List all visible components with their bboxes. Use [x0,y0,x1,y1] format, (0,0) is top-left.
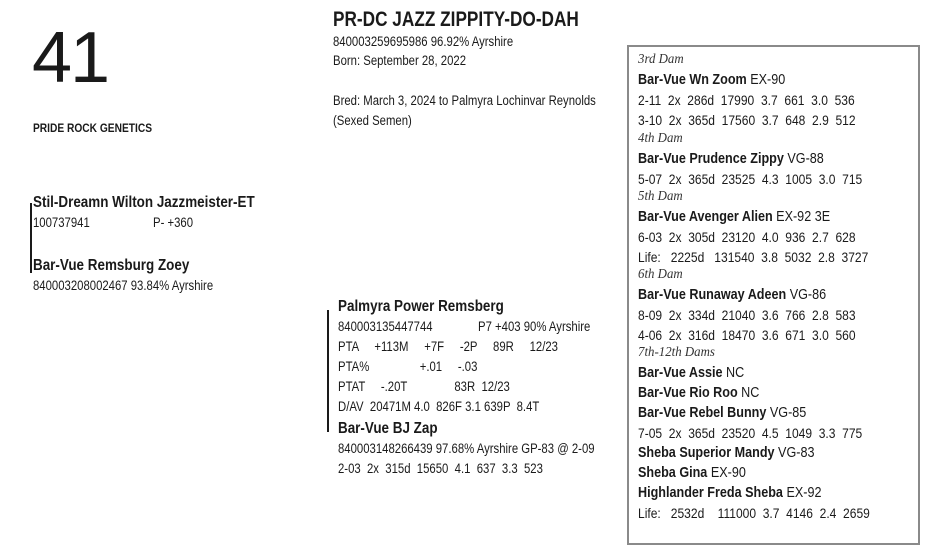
dam-record: Life: 2225d 131540 3.8 5032 2.8 3727 [638,249,869,265]
animal-breeding-note: (Sexed Semen) [333,113,412,128]
dam-score: EX-90 [707,464,746,481]
dam-entry-name: Sheba Gina EX-90 [638,464,746,481]
dam-generation-label: 3rd Dam [638,52,684,67]
dam-entry-name: Bar-Vue Avenger Alien EX-92 3E [638,208,831,225]
maternal-grandsire-proof: P7 +403 90% Ayrshire [478,319,591,334]
dam-record: Life: 2532d 111000 3.7 4146 2.4 2659 [638,505,870,521]
dam-name: Bar-Vue Remsburg Zoey [33,257,190,274]
granddam-registration: 840003148266439 97.68% Ayrshire GP-83 @ 2-09 [338,441,595,456]
dam-score: VG-86 [789,286,827,303]
dam-record: 8-09 2x 334d 21040 3.6 766 2.8 583 [638,307,856,323]
pedigree-bracket-left [30,203,32,273]
maternal-grandsire-registration: 840003135447744 [338,319,433,334]
maternal-grandsire-name: Palmyra Power Remsberg [338,298,504,315]
pedigree-bracket-middle [327,310,329,432]
dam-entry-name: Bar-Vue Rebel Bunny VG-85 [638,404,807,421]
dam-score: VG-83 [774,444,815,461]
lot-number: 41 [32,18,109,98]
granddam-record: 2-03 2x 315d 15650 4.1 637 3.3 523 [338,461,543,476]
dam-generation-label: 6th Dam [638,267,683,282]
dam-generation-label: 5th Dam [638,189,683,204]
maternal-grandsire-ptat: PTAT -.20T 83R 12/23 [338,379,510,394]
dam-record: 4-06 2x 316d 18470 3.6 671 3.0 560 [638,327,856,343]
granddam-name: Bar-Vue BJ Zap [338,420,438,437]
dam-entry-name: Bar-Vue Prudence Zippy VG-88 [638,150,824,167]
sire-name: Stil-Dreamn Wilton Jazzmeister-ET [33,194,255,211]
dam-score: EX-92 3E [776,208,831,225]
dam-entry-name: Bar-Vue Rio Roo NC [638,384,760,401]
dam-registration: 840003208002467 93.84% Ayrshire [33,278,214,293]
maternal-grandsire-pta: PTA +113M +7F -2P 89R 12/23 [338,339,558,354]
dam-score: EX-92 [782,484,822,501]
dam-score: VG-85 [766,404,807,421]
maternal-grandsire-dav: D/AV 20471M 4.0 826F 3.1 639P 8.4T [338,399,540,414]
dam-entry-name: Bar-Vue Runaway Adeen VG-86 [638,286,827,303]
dam-entry-name: Sheba Superior Mandy VG-83 [638,444,815,461]
dam-entry-name: Highlander Freda Sheba EX-92 [638,484,822,501]
dam-entry-name: Bar-Vue Wn Zoom EX-90 [638,71,786,88]
dam-score: NC [722,364,745,381]
dam-record: 3-10 2x 365d 17560 3.7 648 2.9 512 [638,112,856,128]
later-dams-label: 7th-12th Dams [638,345,715,360]
animal-name: PR-DC JAZZ ZIPPITY-DO-DAH [333,8,579,31]
sire-registration: 100737941 [33,215,90,230]
animal-birth-date: Born: September 28, 2022 [333,53,467,68]
dam-record: 7-05 2x 365d 23520 4.5 1049 3.3 775 [638,425,863,441]
dam-record: 5-07 2x 365d 23525 4.3 1005 3.0 715 [638,171,863,187]
dam-score: VG-88 [787,150,824,167]
animal-breeding-info: Bred: March 3, 2024 to Palmyra Lochinvar Reynolds [333,93,596,108]
maternal-grandsire-pta-percent: PTA% +.01 -.03 [338,359,478,374]
consignor-name: PRIDE ROCK GENETICS [33,121,153,135]
dam-score: NC [737,384,760,401]
animal-registration: 840003259695986 96.92% Ayrshire [333,34,514,49]
dam-entry-name: Bar-Vue Assie NC [638,364,745,381]
dam-record: 2-11 2x 286d 17990 3.7 661 3.0 536 [638,92,855,108]
dam-generation-label: 4th Dam [638,131,683,146]
dam-score: EX-90 [750,71,786,88]
dam-record: 6-03 2x 305d 23120 4.0 936 2.7 628 [638,229,856,245]
sire-proof: P- +360 [153,215,194,230]
